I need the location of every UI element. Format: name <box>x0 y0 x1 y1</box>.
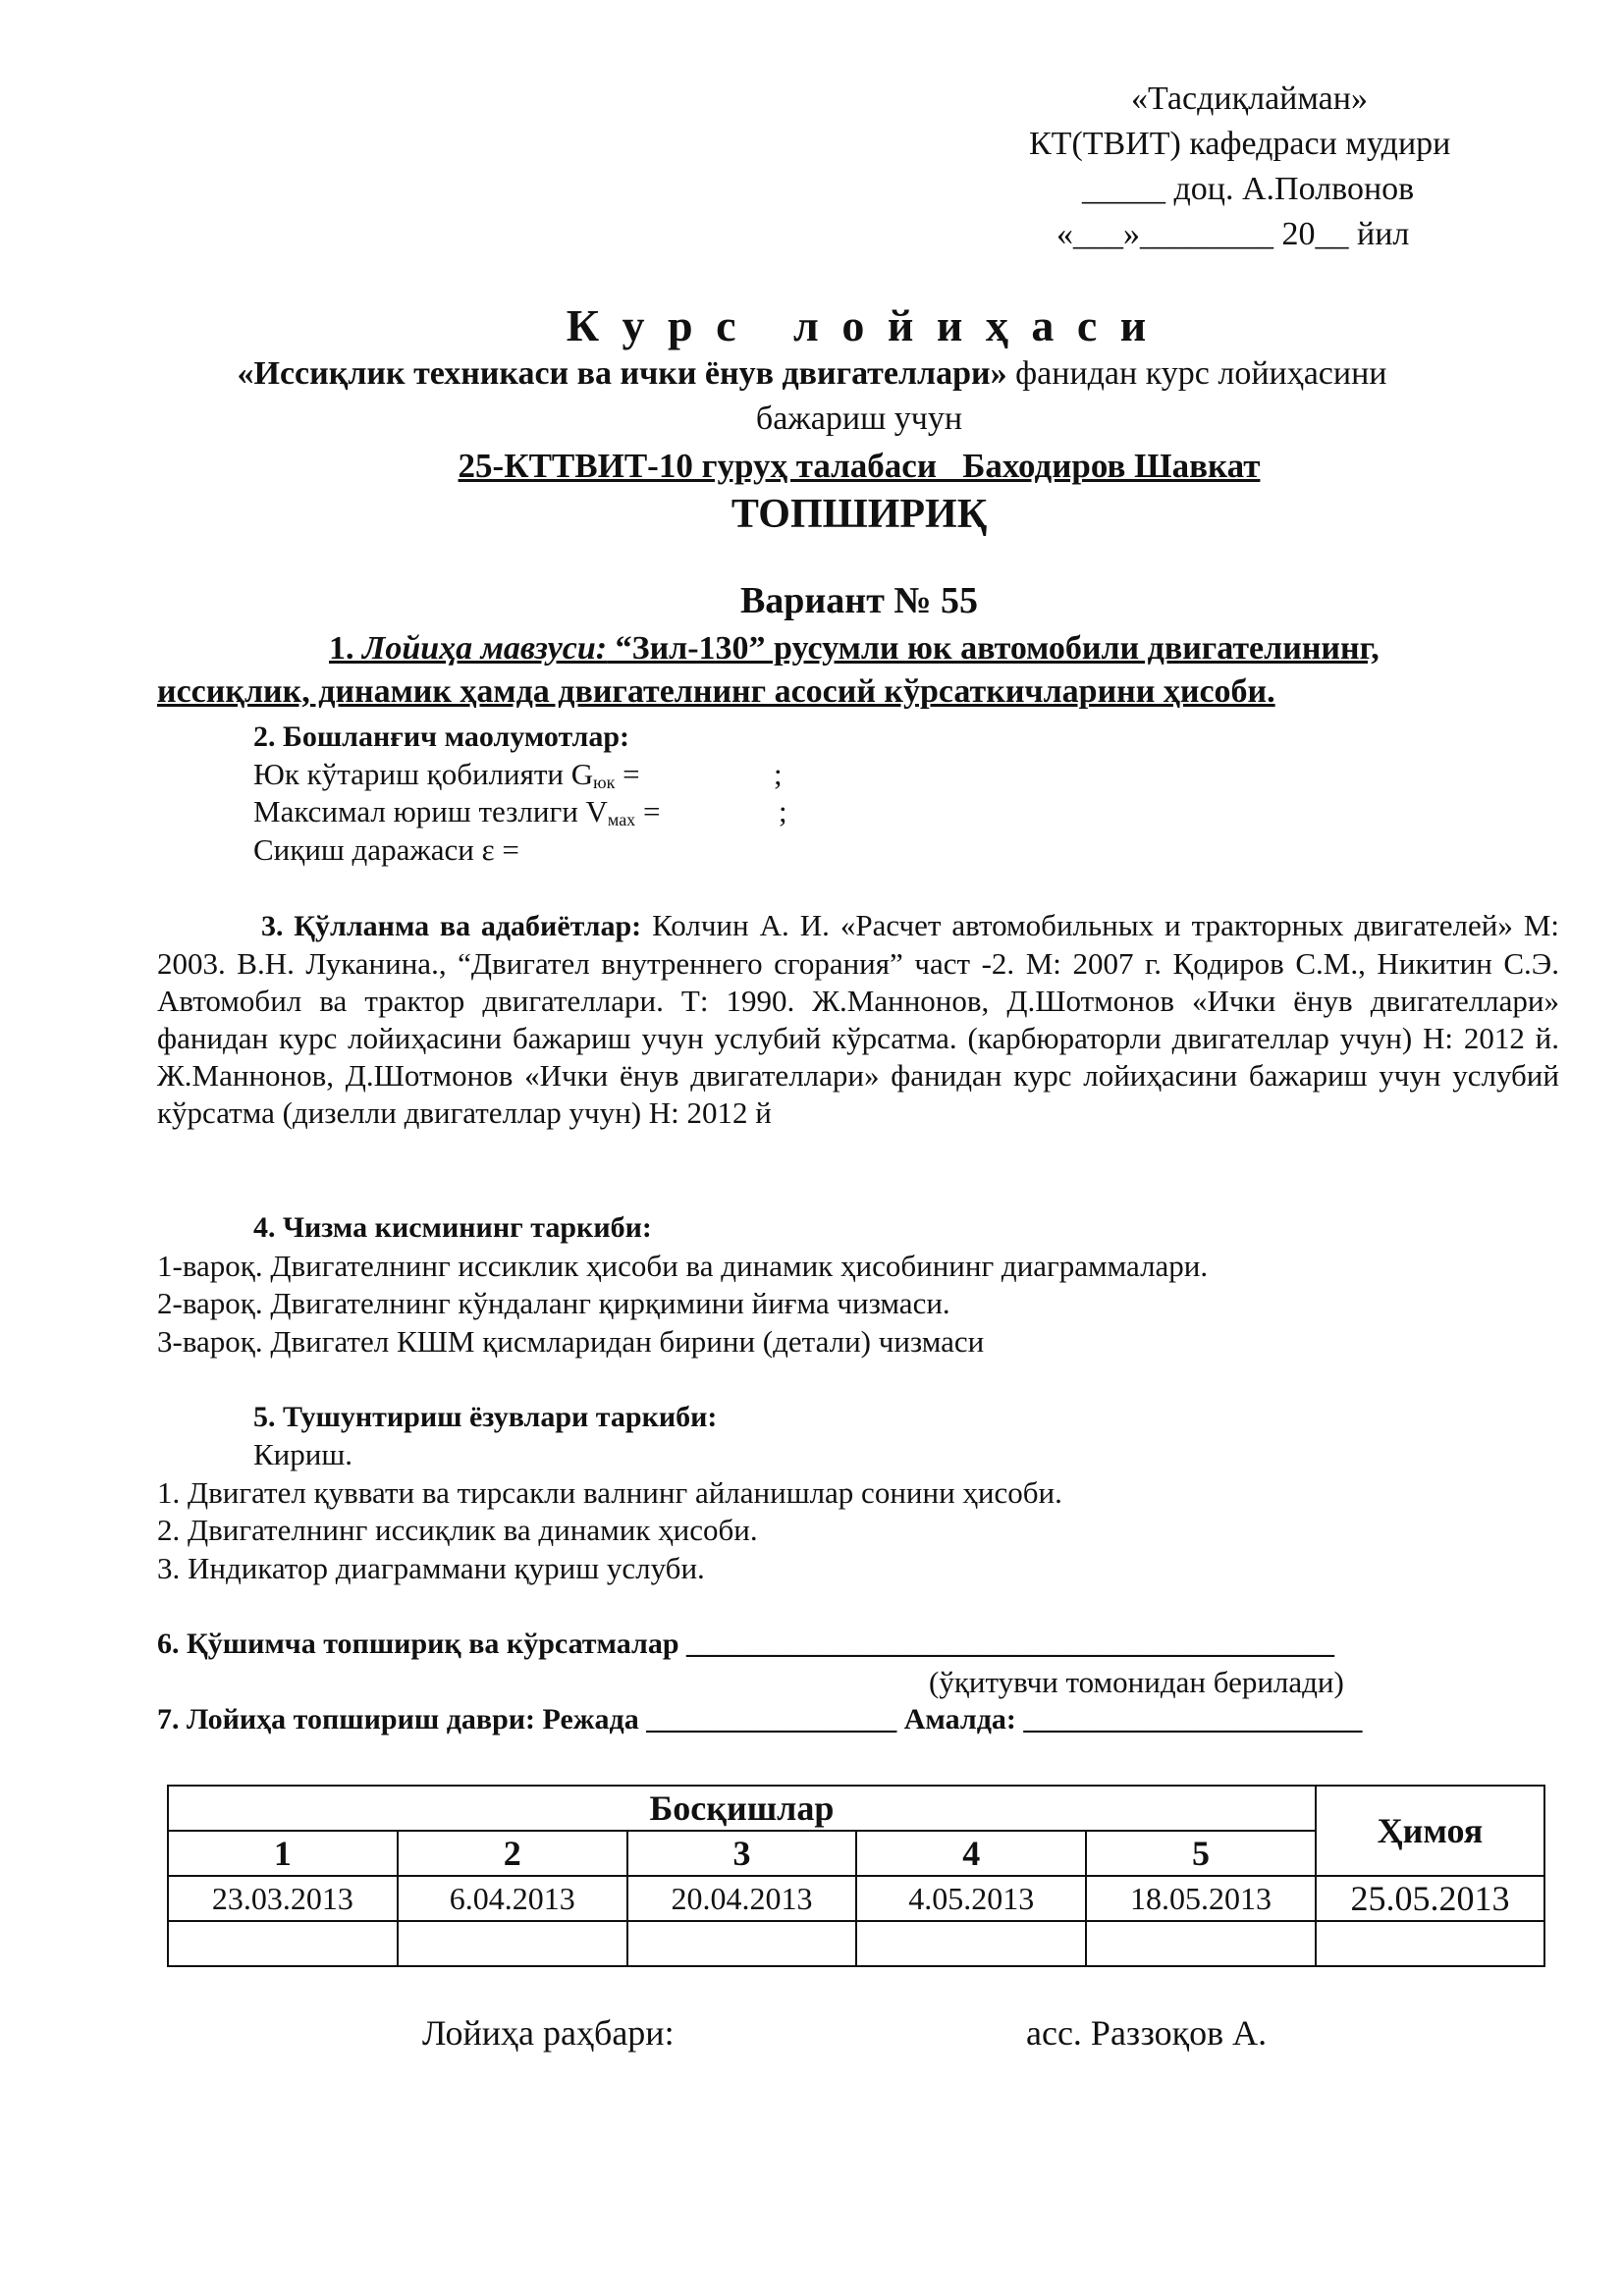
empty-cell <box>856 1921 1086 1966</box>
param-load-equals: = <box>615 757 640 791</box>
subject-rest: фанидан курс лойиҳасини <box>1006 355 1387 392</box>
defense-date: 25.05.2013 <box>1316 1876 1544 1921</box>
section-5-heading: 5. Тушунтириш ёзувлари таркиби: <box>253 1401 718 1433</box>
empty-cell <box>398 1921 627 1966</box>
approval-title: «Тасдиқлайман» <box>1131 80 1368 117</box>
section-7-plan-blank: _________________ <box>646 1703 897 1735</box>
stage-date: 23.03.2013 <box>168 1876 398 1921</box>
section-3-references <box>157 907 1559 1132</box>
section-7-label: 7. Лойиҳа топшириш даври: Режада <box>157 1703 639 1735</box>
subject-line-2: бажариш учун <box>755 400 963 437</box>
subject-line <box>0 355 1624 393</box>
section-7-actual-label: Амалда: <box>903 1703 1016 1735</box>
drawing-item-1: 1-вароқ. Двигателнинг иссиклик ҳисоби ва динамик ҳисобининг диаграммалари. <box>157 1249 1209 1283</box>
section-3-heading: 3. Қўлланма ва адабиётлар: <box>261 910 642 942</box>
approval-signature: _____ доц. А.Полвонов <box>1082 171 1415 207</box>
supervisor-name: асс. Раззоқов А. <box>1026 2013 1268 2053</box>
section-6-line <box>157 1626 1334 1663</box>
task-heading: ТОПШИРИҚ <box>731 492 988 537</box>
section-1-number: 1. <box>329 630 362 667</box>
section-1-topic: “Зил-130” русумли юк автомобили двигателининг, <box>607 630 1380 667</box>
approval-block <box>982 77 1571 257</box>
defense-header: Ҳимоя <box>1316 1786 1544 1876</box>
stage-date: 6.04.2013 <box>398 1876 627 1921</box>
stages-header-row <box>168 1786 1544 1831</box>
param-speed-subscript: мах <box>607 810 636 829</box>
document-title: К у р с л о й и ҳ а с и <box>566 300 1153 350</box>
param-speed-semicolon: ; <box>779 794 787 828</box>
stage-number: 4 <box>856 1831 1086 1876</box>
empty-cell <box>1316 1921 1544 1966</box>
stage-number: 5 <box>1086 1831 1316 1876</box>
variant-heading: Вариант № 55 <box>739 580 979 621</box>
section-1-line-2: иссиқлик, динамик ҳамда двигателнинг асосий кўрсаткичларини ҳисоби. <box>157 673 1275 710</box>
supervisor-label: Лойиҳа раҳбари: <box>422 2013 675 2053</box>
stage-number: 2 <box>398 1831 627 1876</box>
param-speed-label: Максимал юриш тезлиги V <box>253 794 608 828</box>
section-2-heading: 2. Бошланғич маолумотлар: <box>253 721 630 753</box>
subject-name: «Иссиқлик техникаси ва ички ёнув двигателлари» <box>237 355 1007 392</box>
explanatory-item-2: 2. Двигателнинг иссиқлик ва динамик ҳисоби. <box>157 1513 758 1547</box>
stage-number: 3 <box>627 1831 857 1876</box>
explanatory-intro: Кириш. <box>253 1437 352 1471</box>
explanatory-item-1: 1. Двигател қуввати ва тирсакли валнинг айланишлар сонини ҳисоби. <box>157 1475 1062 1510</box>
student-line: 25-КТТВИТ-10 гуруҳ талабаси Баходиров Шавкат <box>458 447 1261 485</box>
section-7-line <box>157 1701 1362 1738</box>
stages-table <box>167 1785 1545 1967</box>
drawing-item-3: 3-вароқ. Двигател КШМ қисмларидан бирини (детали) чизмаси <box>157 1324 985 1359</box>
stage-date: 4.05.2013 <box>856 1876 1086 1921</box>
section-7-actual-blank: _______________________ <box>1023 1703 1363 1735</box>
stage-empty-row <box>168 1921 1544 1966</box>
section-6-note: (ўқитувчи томонидан берилади) <box>929 1665 1344 1699</box>
stage-date: 18.05.2013 <box>1086 1876 1316 1921</box>
empty-cell <box>1086 1921 1316 1966</box>
empty-cell <box>627 1921 857 1966</box>
stages-header: Босқишлар <box>168 1786 1316 1831</box>
section-6-label: 6. Қўшимча топшириқ ва кўрсатмалар <box>157 1628 679 1660</box>
section-1-label: Лойиҳа мавзуси: <box>362 630 608 667</box>
stage-date-row <box>168 1876 1544 1921</box>
param-load-label: Юк кўтариш қобилияти G <box>253 757 594 791</box>
section-1-line-1 <box>329 630 1380 667</box>
section-4-heading: 4. Чизма кисмининг таркиби: <box>253 1211 652 1244</box>
param-speed-equals: = <box>635 794 661 828</box>
section-6-blank: ____________________________________________ <box>686 1628 1335 1660</box>
approval-position: КТ(ТВИТ) кафедраси мудири <box>1029 126 1451 162</box>
stage-number: 1 <box>168 1831 398 1876</box>
approval-date: «___»________ 20__ йил <box>1056 216 1410 252</box>
stage-date: 20.04.2013 <box>627 1876 857 1921</box>
drawing-item-2: 2-вароқ. Двигателнинг кўндаланг қирқимини йиғма чизмаси. <box>157 1286 950 1320</box>
param-load-subscript: юк <box>593 773 616 792</box>
empty-cell <box>168 1921 398 1966</box>
param-compression-ratio: Сиқиш даражаси ε = <box>253 832 519 867</box>
section-3-text: Колчин А. И. «Расчет автомобильных и тракторных двигателей» М: 2003. В.Н. Луканина., “Двигател внутреннего сгорания” част -2. М: 2007 г. Қодиров С.М., Никитин С.Э. Автомобил ва трактор двигателлари. Т: 1990. Ж.Маннонов, Д.Шотмонов «Ички ёнув двигателлари» фанидан курс лойиҳасини бажариш учун услубий кўрсатма. (карбюраторли двигателлар учун) Н: 2012 й. Ж.Маннонов, Д.Шотмонов «Ички ёнув двигателлари» фанидан курс лойиҳасини бажариш учун услубий кўрсатма (дизелли двигателлар учун) Н: 2012 й <box>157 908 1559 1130</box>
param-load-semicolon: ; <box>774 757 783 791</box>
explanatory-item-3: 3. Индикатор диаграммани қуриш услуби. <box>157 1551 705 1585</box>
